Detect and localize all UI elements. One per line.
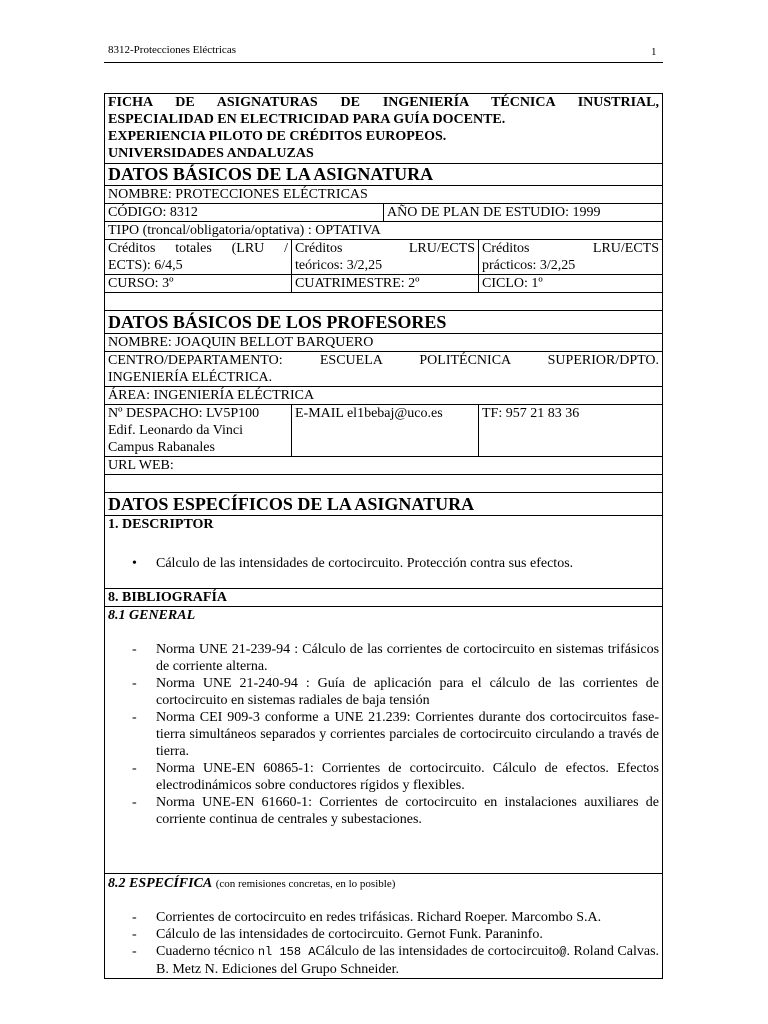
dash-marker: -	[132, 927, 137, 942]
despacho-line3: Campus Rabanales	[108, 440, 215, 455]
asignatura-cuatrimestre: CUATRIMESTRE: 2º	[292, 275, 479, 293]
especifica-heading	[108, 875, 659, 893]
general-item	[108, 794, 659, 828]
creditos-totales	[105, 240, 292, 275]
general-item-text: Norma UNE-EN 60865-1: Corrientes de cortocircuito. Cálculo de efectos. Efectos electrodinámicos sobre conductores rígidos y flexibles.	[156, 761, 660, 793]
general-item	[108, 641, 659, 675]
especificos-heading: DATOS ESPECÍFICOS DE LA ASIGNATURA	[105, 493, 663, 516]
general-item-text: Norma UNE 21-240-94 : Guía de aplicación para el cálculo de las corrientes de cortocircuito en sistemas radiales de baja tensión	[156, 676, 660, 708]
bibliografia-title: 8. BIBLIOGRAFÍA	[105, 589, 663, 607]
profesor-url: URL WEB:	[105, 457, 663, 475]
especifica-item-text: Cálculo de las intensidades de cortocircuito. Gernot Funk. Paraninfo.	[156, 927, 543, 942]
creditos-teoricos-line1: Créditos LRU/ECTS	[295, 241, 475, 256]
creditos-practicos	[479, 240, 663, 275]
creditos-practicos-line2: prácticos: 3/2,25	[482, 258, 576, 273]
dash-marker: -	[132, 676, 137, 691]
general-title: 8.1 GENERAL	[108, 608, 196, 623]
general-item	[108, 709, 659, 760]
header-rule	[104, 62, 663, 63]
dash-marker: -	[132, 795, 137, 810]
dash-marker: -	[132, 761, 137, 776]
asignatura-codigo: CÓDIGO: 8312	[105, 204, 384, 222]
descriptor-text: Cálculo de las intensidades de cortocircuito. Protección contra sus efectos.	[156, 556, 574, 571]
ficha-title-line2: ESPECIALIDAD EN ELECTRICIDAD PARA GUÍA DOCENTE.	[108, 112, 506, 127]
profesor-area: ÁREA: INGENIERÍA ELÉCTRICA	[105, 387, 663, 405]
item3-mono1: nl 158 A	[257, 945, 316, 959]
item3-pre: Cuaderno técnico	[156, 944, 258, 959]
asignatura-tipo: TIPO (troncal/obligatoria/optativa) : OPTATIVA	[105, 222, 663, 240]
spacer-row	[105, 475, 663, 493]
dash-marker: -	[132, 710, 137, 725]
especifica-item	[108, 909, 659, 926]
spacer-row	[105, 293, 663, 311]
profesor-centro	[105, 352, 663, 387]
bibliografia-general	[105, 607, 663, 874]
page-number: 1	[651, 46, 657, 58]
ficha-title-line1: FICHA DE ASIGNATURAS DE INGENIERÍA TÉCNICA INUSTRIAL,	[108, 95, 660, 110]
dash-marker: -	[132, 910, 137, 925]
descriptor-title: 1. DESCRIPTOR	[108, 517, 214, 532]
general-item-text: Norma UNE 21-239-94 : Cálculo de las corrientes de cortocircuito en sistemas trifásicos de corriente alterna.	[156, 642, 660, 674]
general-item-text: Norma CEI 909-3 conforme a UNE 21.239: Corrientes durante dos cortocircuitos fase-tierra simultáneos separados y corrientes parciales de cortocircuito circulando a través de tierra.	[156, 710, 660, 759]
asignatura-curso: CURSO: 3º	[105, 275, 292, 293]
general-item	[108, 760, 659, 794]
item3-mid: Cálculo de las intensidades de cortocircuito	[315, 944, 560, 959]
bibliografia-especifica	[105, 874, 663, 979]
profesor-email: E-MAIL el1bebaj@uco.es	[292, 405, 479, 457]
asignatura-ciclo: CICLO: 1º	[479, 275, 663, 293]
especifica-item-text: Corrientes de cortocircuito en redes trifásicas. Richard Roeper. Marcombo S.A.	[156, 910, 602, 925]
creditos-teoricos	[292, 240, 479, 275]
bullet-marker: •	[132, 556, 137, 571]
especifica-list	[108, 909, 659, 978]
creditos-practicos-line1: Créditos LRU/ECTS	[482, 241, 660, 256]
dash-marker: -	[132, 642, 137, 657]
especifica-item-text	[156, 944, 659, 977]
item3-mono2: @	[559, 945, 567, 959]
especifica-item	[108, 926, 659, 943]
creditos-totales-line1: Créditos totales (LRU /	[108, 241, 288, 256]
despacho-line1: Nº DESPACHO: LV5P100	[108, 406, 260, 421]
ficha-title-line3: EXPERIENCIA PILOTO DE CRÉDITOS EUROPEOS.	[108, 129, 447, 144]
especifica-title: 8.2 ESPECÍFICA	[108, 876, 213, 891]
creditos-teoricos-line2: teóricos: 3/2,25	[295, 258, 383, 273]
general-list	[108, 641, 659, 828]
descriptor-item	[108, 555, 659, 572]
ficha-title-line4: UNIVERSIDADES ANDALUZAS	[108, 146, 314, 161]
especifica-item	[108, 943, 659, 978]
asignatura-heading: DATOS BÁSICOS DE LA ASIGNATURA	[105, 164, 663, 186]
asignatura-nombre: NOMBRE: PROTECCIONES ELÉCTRICAS	[105, 186, 663, 204]
profesor-centro-line2: INGENIERÍA ELÉCTRICA.	[108, 370, 273, 385]
profesor-telefono: TF: 957 21 83 36	[479, 405, 663, 457]
profesor-despacho	[105, 405, 292, 457]
item3-post: . Roland Calvas. B. Metz N. Ediciones del Grupo Schneider.	[156, 944, 660, 977]
especifica-note: (con remisiones concretas, en lo posible)	[215, 878, 396, 890]
running-header-title: 8312-Protecciones Eléctricas	[108, 44, 236, 56]
asignatura-plan: AÑO DE PLAN DE ESTUDIO: 1999	[384, 204, 663, 222]
despacho-line2: Edif. Leonardo da Vinci	[108, 423, 243, 438]
ficha-title-cell	[105, 94, 663, 164]
creditos-totales-line2: ECTS): 6/4,5	[108, 258, 183, 273]
profesores-heading: DATOS BÁSICOS DE LOS PROFESORES	[105, 311, 663, 334]
general-item	[108, 675, 659, 709]
profesor-nombre: NOMBRE: JOAQUIN BELLOT BARQUERO	[105, 334, 663, 352]
descriptor-section	[105, 516, 663, 589]
profesor-centro-line1: CENTRO/DEPARTAMENTO: ESCUELA POLITÉCNICA SUPERIOR/DPTO.	[108, 353, 660, 368]
ficha-table	[104, 93, 663, 979]
general-item-text: Norma UNE-EN 61660-1: Corrientes de cortocircuito en instalaciones auxiliares de corriente continua de centrales y subestaciones.	[156, 795, 660, 827]
dash-marker: -	[132, 944, 137, 959]
